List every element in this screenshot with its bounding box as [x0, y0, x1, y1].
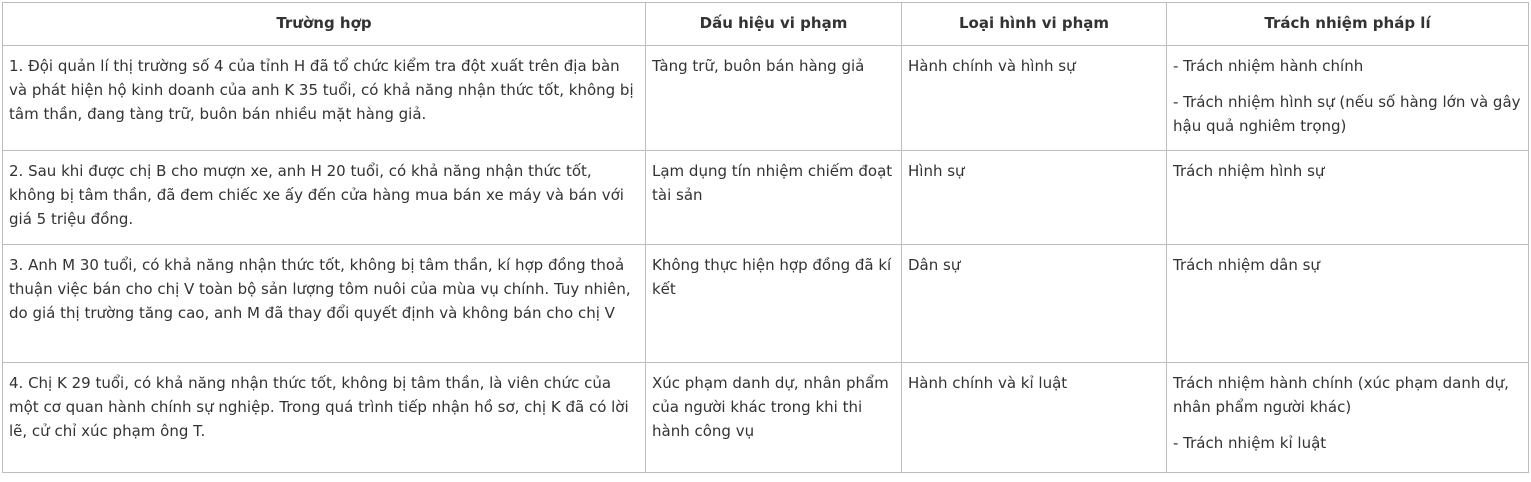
table-row — [3, 245, 1529, 363]
sign-cell — [646, 151, 902, 245]
type-text: Hành chính và hình sự — [908, 57, 1076, 75]
table-body — [3, 46, 1529, 473]
case-text: 3. Anh M 30 tuổi, có khả năng nhận thức tốt, không bị tâm thần, kí hợp đồng thoả thuận việc bán cho chị V toàn bộ sản lượng tôm nuôi của mùa vụ chính. Tuy nhiên, do giá thị trường tăng cao, anh M đã thay đổi quyết định và không bán cho chị V — [9, 256, 631, 322]
liability-text: Trách nhiệm dân sự — [1173, 256, 1320, 274]
case-cell — [3, 363, 646, 473]
type-cell — [902, 245, 1167, 363]
liability-text: - Trách nhiệm hành chính — [1173, 57, 1364, 75]
liability-cell — [1167, 363, 1529, 473]
table-header — [3, 3, 1529, 46]
type-cell — [902, 363, 1167, 473]
type-cell — [902, 151, 1167, 245]
table-row — [3, 46, 1529, 151]
liability-cell — [1167, 151, 1529, 245]
case-text: 1. Đội quản lí thị trường số 4 của tỉnh H đã tổ chức kiểm tra đột xuất trên địa bàn và phát hiện hộ kinh doanh của anh K 35 tuổi, có khả năng nhận thức tốt, không bị tâm thần, đang tàng trữ, buôn bán nhiều mặt hàng giả. — [9, 57, 634, 123]
case-text: 4. Chị K 29 tuổi, có khả năng nhận thức tốt, không bị tâm thần, là viên chức của một cơ quan hành chính sự nghiệp. Trong quá trình tiếp nhận hồ sơ, chị K đã có lời lẽ, cử chỉ xúc phạm ông T. — [9, 374, 629, 440]
sign-cell — [646, 363, 902, 473]
type-cell — [902, 46, 1167, 151]
sign-text: Xúc phạm danh dự, nhân phẩm của người khác trong khi thi hành công vụ — [652, 374, 889, 440]
header-case: Trường hợp — [3, 3, 646, 46]
sign-cell — [646, 46, 902, 151]
type-text: Hình sự — [908, 162, 965, 180]
liability-text: Trách nhiệm hành chính (xúc phạm danh dự, nhân phẩm người khác) — [1173, 374, 1509, 416]
liability-text: - Trách nhiệm kỉ luật — [1173, 434, 1327, 452]
sign-cell — [646, 245, 902, 363]
case-cell — [3, 46, 646, 151]
liability-text: Trách nhiệm hình sự — [1173, 162, 1325, 180]
sign-text: Không thực hiện hợp đồng đã kí kết — [652, 256, 892, 298]
liability-cell — [1167, 46, 1529, 151]
header-row — [3, 3, 1529, 46]
table-row — [3, 151, 1529, 245]
liability-text: - Trách nhiệm hình sự (nếu số hàng lớn và gây hậu quả nghiêm trọng) — [1173, 93, 1521, 135]
case-cell — [3, 151, 646, 245]
table-row — [3, 363, 1529, 473]
header-liability: Trách nhiệm pháp lí — [1167, 3, 1529, 46]
header-sign: Dấu hiệu vi phạm — [646, 3, 902, 46]
liability-cell — [1167, 245, 1529, 363]
violations-table — [2, 2, 1529, 473]
type-text: Dân sự — [908, 256, 961, 274]
case-cell — [3, 245, 646, 363]
type-text: Hành chính và kỉ luật — [908, 374, 1068, 392]
sign-text: Tàng trữ, buôn bán hàng giả — [652, 57, 865, 75]
case-text: 2. Sau khi được chị B cho mượn xe, anh H 20 tuổi, có khả năng nhận thức tốt, không bị tâm thần, đã đem chiếc xe ấy đến cửa hàng mua bán xe máy và bán với giá 5 triệu đồng. — [9, 162, 624, 228]
header-type: Loại hình vi phạm — [902, 3, 1167, 46]
sign-text: Lạm dụng tín nhiệm chiếm đoạt tài sản — [652, 162, 893, 204]
